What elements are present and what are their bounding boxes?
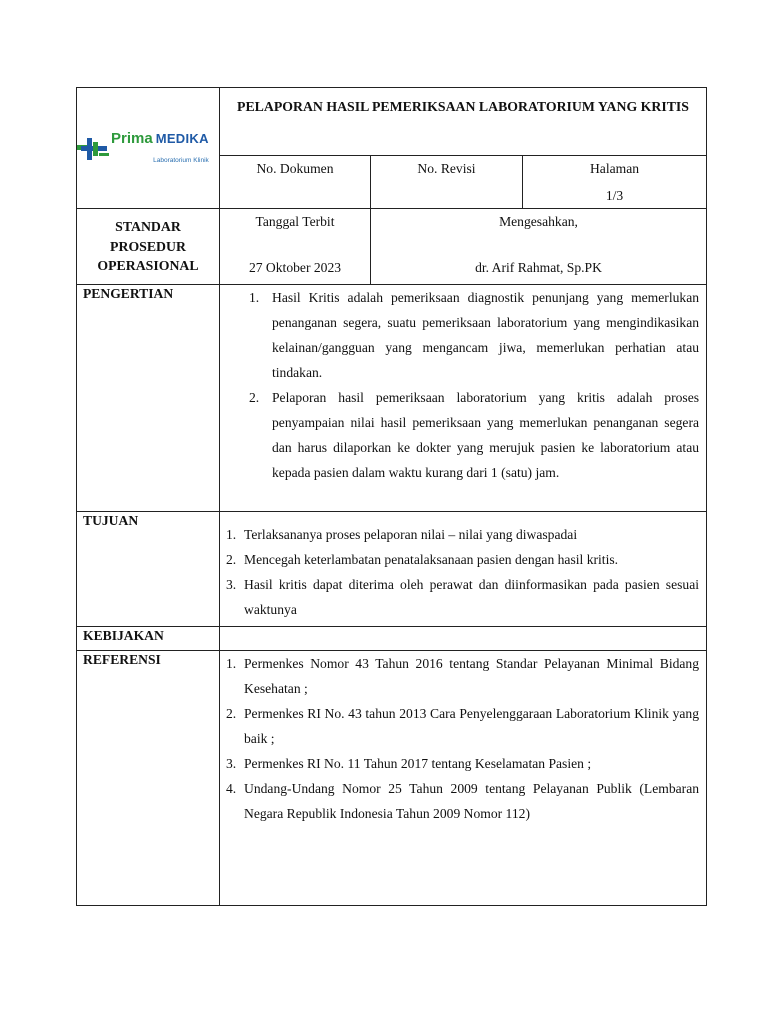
medical-cross-icon <box>77 136 111 162</box>
list-item: 1. Hasil Kritis adalah pemeriksaan diagnostik penunjang yang memerlukan penanganan segera, suatu pemeriksaan laboratorium yang mengindikasikan kelainan/gangguan yang mengancam jiwa, memerlukan perhatian atau tindakan. <box>249 290 700 380</box>
logo-name-medika: MEDIKA <box>155 130 209 146</box>
list-item: 3. Permenkes RI No. 11 Tahun 2017 tentang Keselamatan Pasien ; <box>226 756 592 771</box>
document-title: PELAPORAN HASIL PEMERIKSAAN LABORATORIUM YANG KRITIS <box>237 99 689 114</box>
page-label: Halaman <box>589 161 640 176</box>
date-value: 27 Oktober 2023 <box>248 260 342 275</box>
section-content-kebijakan <box>220 627 707 651</box>
sop-label: STANDAR PROSEDUR OPERASIONAL <box>97 219 199 273</box>
section-label-pengertian: PENGERTIAN <box>77 285 220 512</box>
logo-subtitle: Laboratorium Klinik <box>153 156 209 164</box>
section-label-kebijakan: KEBIJAKAN <box>77 627 220 651</box>
list-item: 2. Pelaporan hasil pemeriksaan laboratorium yang kritis adalah proses penyampaian nilai hasil pemeriksaan yang memerlukan penanganan segera dan harus dilaporkan ke dokter yang merujuk pasien ke laboratorium atau kepada pasien dalam waktu kurang dari 1 (satu) jam. <box>249 390 700 480</box>
section-content-referensi <box>220 651 707 906</box>
revision-cell <box>371 156 523 209</box>
list-item: 2. Permenkes RI No. 43 tahun 2013 Cara Penyelenggaraan Laboratorium Klinik yang baik ; <box>226 706 700 746</box>
sop-document <box>76 87 706 906</box>
list-item: 1. Permenkes Nomor 43 Tahun 2016 tentang Standar Pelayanan Minimal Bidang Kesehatan ; <box>226 656 700 696</box>
title-cell <box>220 88 707 156</box>
approver-name: dr. Arif Rahmat, Sp.PK <box>475 260 602 275</box>
section-label-referensi: REFERENSI <box>77 651 220 906</box>
sop-label-cell <box>77 209 220 285</box>
section-content-tujuan <box>220 512 707 627</box>
prima-medika-logo <box>77 126 219 173</box>
section-label-tujuan: TUJUAN <box>77 512 220 627</box>
list-item: 2. Mencegah keterlambatan penatalaksanaan pasien dengan hasil kritis. <box>226 552 619 567</box>
list-item: 3. Hasil kritis dapat diterima oleh perawat dan diinformasikan pada pasien sesuai waktunya <box>226 577 700 617</box>
list-item: 1. Terlaksananya proses pelaporan nilai – nilai yang diwaspadai <box>226 527 578 542</box>
list-item: 4. Undang-Undang Nomor 25 Tahun 2009 tentang Pelayanan Publik (Lembaran Negara Republik Indonesia Tahun 2009 Nomor 112) <box>226 781 700 821</box>
date-cell <box>220 209 371 285</box>
page-value: 1/3 <box>605 188 624 203</box>
logo-cell <box>77 88 220 209</box>
section-content-pengertian <box>220 285 707 512</box>
revision-label: No. Revisi <box>417 161 476 176</box>
approval-label: Mengesahkan, <box>499 214 578 229</box>
doc-number-label: No. Dokumen <box>256 161 334 176</box>
approval-cell <box>371 209 707 285</box>
date-label: Tanggal Terbit <box>255 214 335 229</box>
logo-name-prima: Prima <box>111 129 153 147</box>
page-cell <box>523 156 707 209</box>
sop-table <box>76 87 707 906</box>
doc-number-cell <box>220 156 371 209</box>
